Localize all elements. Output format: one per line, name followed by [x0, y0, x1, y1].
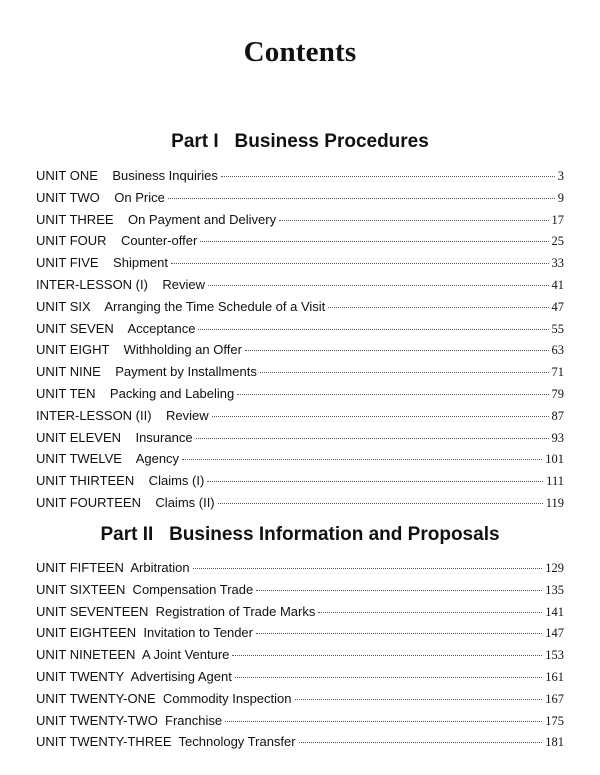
- toc-list: [36, 165, 564, 514]
- toc-entry: [36, 601, 564, 623]
- toc-entry-title: UNIT SEVENTEEN Registration of Trade Marks: [36, 603, 316, 619]
- toc-entry-page-number: 63: [551, 343, 564, 358]
- toc-entry: [36, 209, 564, 231]
- toc-entry: [36, 361, 564, 383]
- toc-entry: [36, 165, 564, 187]
- toc-entry-page-number: 71: [551, 365, 564, 380]
- toc-entry-page-number: 93: [551, 430, 564, 445]
- toc-entry: [36, 252, 564, 274]
- toc-entry-page-number: 55: [551, 321, 564, 336]
- dot-leader: [171, 263, 549, 264]
- toc-entry-page-number: 41: [551, 277, 564, 292]
- toc-entry: [36, 666, 564, 688]
- toc-entry-title: UNIT FOURTEEN Claims (II): [36, 494, 215, 510]
- dot-leader: [245, 350, 549, 351]
- toc-entry-title: UNIT EIGHTEEN Invitation to Tender: [36, 625, 253, 641]
- toc-entry: [36, 622, 564, 644]
- toc-entry: [36, 644, 564, 666]
- toc-entry: [36, 339, 564, 361]
- toc-entry: [36, 557, 564, 579]
- toc-entry-page-number: 79: [551, 386, 564, 401]
- toc-entry-page-number: 33: [551, 256, 564, 271]
- dot-leader: [168, 198, 555, 199]
- toc-entry-page-number: 9: [557, 190, 564, 205]
- toc-entry-title: UNIT EIGHT Withholding an Offer: [36, 342, 242, 358]
- toc-entry-title: UNIT TEN Packing and Labeling: [36, 385, 235, 401]
- toc-entry: [36, 383, 564, 405]
- toc-entry: [36, 579, 564, 601]
- dot-leader: [256, 590, 542, 591]
- dot-leader: [295, 699, 543, 700]
- dot-leader: [218, 503, 543, 504]
- toc-entry-page-number: 25: [551, 234, 564, 249]
- dot-leader: [212, 416, 549, 417]
- toc-entry-title: UNIT TWENTY Advertising Agent: [36, 668, 232, 684]
- toc-list: [36, 557, 564, 753]
- toc-entry-page-number: 161: [545, 669, 564, 684]
- toc-entry-title: UNIT FIFTEEN Arbitration: [36, 560, 190, 575]
- dot-leader: [200, 241, 548, 242]
- toc-entry-title: UNIT NINE Payment by Installments: [36, 364, 257, 380]
- toc-entry-title: UNIT TWENTY-TWO Franchise: [36, 712, 223, 728]
- dot-leader: [232, 655, 542, 656]
- toc-entry-page-number: 147: [545, 626, 564, 641]
- dot-leader: [237, 394, 548, 395]
- dot-leader: [256, 633, 542, 634]
- toc-entry-page-number: 87: [551, 408, 564, 423]
- toc-entry: [36, 470, 564, 492]
- toc-entry: [36, 710, 564, 732]
- part-heading: Part II Business Information and Proposals: [100, 524, 500, 545]
- dot-leader: [208, 285, 548, 286]
- toc-entry-page-number: 129: [545, 561, 564, 575]
- toc-entry-page-number: 111: [546, 474, 564, 489]
- dot-leader: [299, 742, 543, 743]
- toc-entry-page-number: 153: [545, 648, 564, 663]
- toc-entry: [36, 492, 564, 514]
- toc-entry-page-number: 3: [557, 169, 564, 183]
- toc-entry: [36, 688, 564, 710]
- toc-entry-title: UNIT TWELVE Agency: [36, 451, 180, 467]
- dot-leader: [207, 481, 543, 482]
- toc-entry-page-number: 167: [545, 691, 564, 706]
- toc-entry: [36, 427, 564, 449]
- toc-entry-page-number: 141: [545, 604, 564, 619]
- toc-entry-title: UNIT ELEVEN Insurance: [36, 429, 193, 445]
- dot-leader: [193, 568, 543, 569]
- toc-entry-page-number: 181: [545, 735, 564, 750]
- toc-entry-title: UNIT ONE Business Inquiries: [36, 168, 218, 183]
- toc-entry: [36, 274, 564, 296]
- toc-entry: [36, 296, 564, 318]
- dot-leader: [235, 677, 542, 678]
- toc-entry-title: UNIT FOUR Counter-offer: [36, 233, 198, 249]
- dot-leader: [318, 612, 542, 613]
- toc-entry-title: INTER-LESSON (I) Review: [36, 276, 206, 292]
- toc-entry-page-number: 101: [545, 452, 564, 467]
- toc-entry-title: UNIT SIX Arranging the Time Schedule of a Visit: [36, 298, 326, 314]
- toc-entry: [36, 230, 564, 252]
- toc-entry: [36, 731, 564, 753]
- toc-entry-title: UNIT NINETEEN A Joint Venture: [36, 647, 230, 663]
- toc-entry: [36, 318, 564, 340]
- toc-entry-title: INTER-LESSON (II) Review: [36, 407, 209, 423]
- toc-entry-title: UNIT SIXTEEN Compensation Trade: [36, 581, 254, 597]
- dot-leader: [198, 329, 548, 330]
- dot-leader: [221, 176, 555, 177]
- toc-entry-page-number: 17: [551, 212, 564, 227]
- toc-entry-page-number: 135: [545, 582, 564, 597]
- toc-entry: [36, 187, 564, 209]
- toc-entry: [36, 448, 564, 470]
- toc-entry-title: UNIT SEVEN Acceptance: [36, 320, 196, 336]
- dot-leader: [182, 459, 542, 460]
- dot-leader: [260, 372, 549, 373]
- dot-leader: [196, 438, 549, 439]
- page-title: Contents: [243, 36, 357, 68]
- toc-entry-title: UNIT TWENTY-THREE Technology Transfer: [36, 734, 296, 750]
- toc-entry-title: UNIT THREE On Payment and Delivery: [36, 211, 277, 227]
- dot-leader: [279, 220, 548, 221]
- dot-leader: [225, 721, 542, 722]
- toc-entry-title: UNIT TWO On Price: [36, 189, 165, 205]
- toc-entry: [36, 405, 564, 427]
- toc-entry-page-number: 175: [545, 713, 564, 728]
- toc-entry-title: UNIT FIVE Shipment: [36, 255, 168, 271]
- toc-entry-title: UNIT TWENTY-ONE Commodity Inspection: [36, 690, 292, 706]
- dot-leader: [328, 307, 548, 308]
- part-heading: Part I Business Procedures: [171, 131, 429, 152]
- toc-entry-page-number: 119: [545, 495, 564, 510]
- toc-entry-title: UNIT THIRTEEN Claims (I): [36, 473, 205, 489]
- toc-entry-page-number: 47: [551, 299, 564, 314]
